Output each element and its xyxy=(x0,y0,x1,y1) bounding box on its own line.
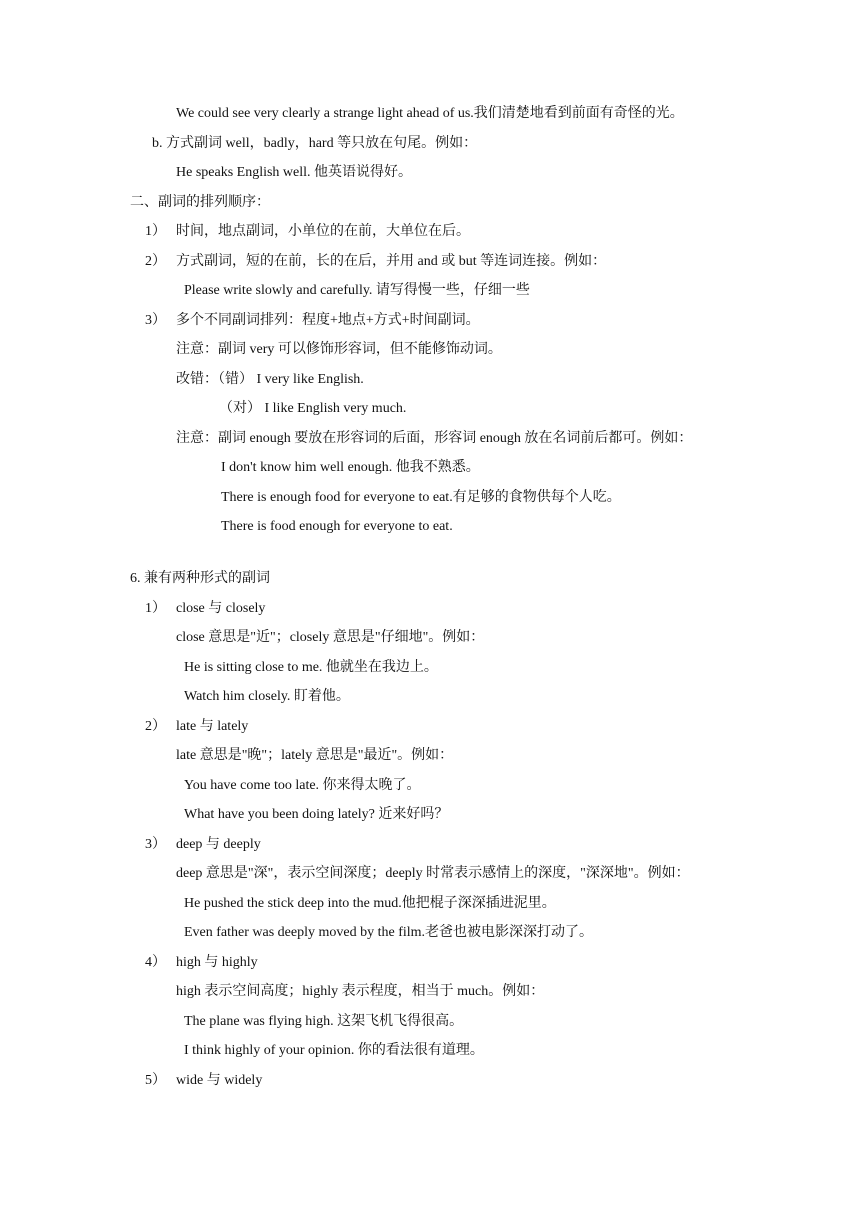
example-sentence: What have you been doing lately? 近来好吗？ xyxy=(184,807,449,822)
section-heading: 二、副词的排列顺序： xyxy=(130,195,270,210)
item-number: 5） xyxy=(145,1073,166,1088)
example-sentence: He is sitting close to me. 他就坐在我边上。 xyxy=(184,660,438,675)
example-sentence: There is enough food for everyone to eat.有足够的食物供每个人吃。 xyxy=(221,490,621,505)
item-number: 3） xyxy=(145,837,166,852)
item-number: 2） xyxy=(145,719,166,734)
example-sentence: I don't know him well enough. 他我不熟悉。 xyxy=(221,460,480,475)
example-sentence: Even father was deeply moved by the film.老爸也被电影深深打动了。 xyxy=(184,925,594,940)
rule-line: 时间，地点副词，小单位的在前，大单位在后。 xyxy=(176,224,470,239)
example-sentence: We could see very clearly a strange light ahead of us.我们清楚地看到前面有奇怪的光。 xyxy=(176,106,684,121)
example-sentence: Watch him closely. 盯着他。 xyxy=(184,689,350,704)
rule-line: high 表示空间高度；highly 表示程度，相当于 much。例如： xyxy=(176,984,545,999)
rule-line: deep 意思是"深"，表示空间深度；deeply 时常表示感情上的深度，"深深地"。例如： xyxy=(176,866,690,881)
example-sentence: You have come too late. 你来得太晚了。 xyxy=(184,778,421,793)
item-title: deep 与 deeply xyxy=(176,837,261,852)
section-heading: 6. 兼有两种形式的副词 xyxy=(130,571,270,586)
item-title: late 与 lately xyxy=(176,719,249,734)
note-line: 注意：副词 enough 要放在形容词的后面，形容词 enough 放在名词前后都可。例如： xyxy=(176,431,693,446)
rule-line: b. 方式副词 well，badly，hard 等只放在句尾。例如： xyxy=(152,136,478,151)
example-sentence: He speaks English well. 他英语说得好。 xyxy=(176,165,413,180)
note-line: 注意：副词 very 可以修饰形容词，但不能修饰动词。 xyxy=(176,342,502,357)
example-sentence: I think highly of your opinion. 你的看法很有道理。 xyxy=(184,1043,484,1058)
item-title: close 与 closely xyxy=(176,601,266,616)
correction-line: 改错：（错） I very like English. xyxy=(176,372,364,387)
item-number: 1） xyxy=(145,224,166,239)
rule-line: 方式副词，短的在前，长的在后，并用 and 或 but 等连词连接。例如： xyxy=(176,254,607,269)
correction-line: （对） I like English very much. xyxy=(219,401,407,416)
item-number: 3） xyxy=(145,313,166,328)
rule-line: late 意思是"晚"；lately 意思是"最近"。例如： xyxy=(176,748,454,763)
example-sentence: Please write slowly and carefully. 请写得慢一些，仔细一些 xyxy=(184,283,530,298)
example-sentence: The plane was flying high. 这架飞机飞得很高。 xyxy=(184,1014,464,1029)
item-number: 1） xyxy=(145,601,166,616)
rule-line: 多个不同副词排列：程度+地点+方式+时间副词。 xyxy=(176,313,480,328)
rule-line: close 意思是"近"；closely 意思是"仔细地"。例如： xyxy=(176,630,485,645)
item-title: high 与 highly xyxy=(176,955,258,970)
example-sentence: There is food enough for everyone to eat. xyxy=(221,519,453,534)
item-title: wide 与 widely xyxy=(176,1073,263,1088)
example-sentence: He pushed the stick deep into the mud.他把棍子深深插进泥里。 xyxy=(184,896,556,911)
item-number: 4） xyxy=(145,955,166,970)
item-number: 2） xyxy=(145,254,166,269)
